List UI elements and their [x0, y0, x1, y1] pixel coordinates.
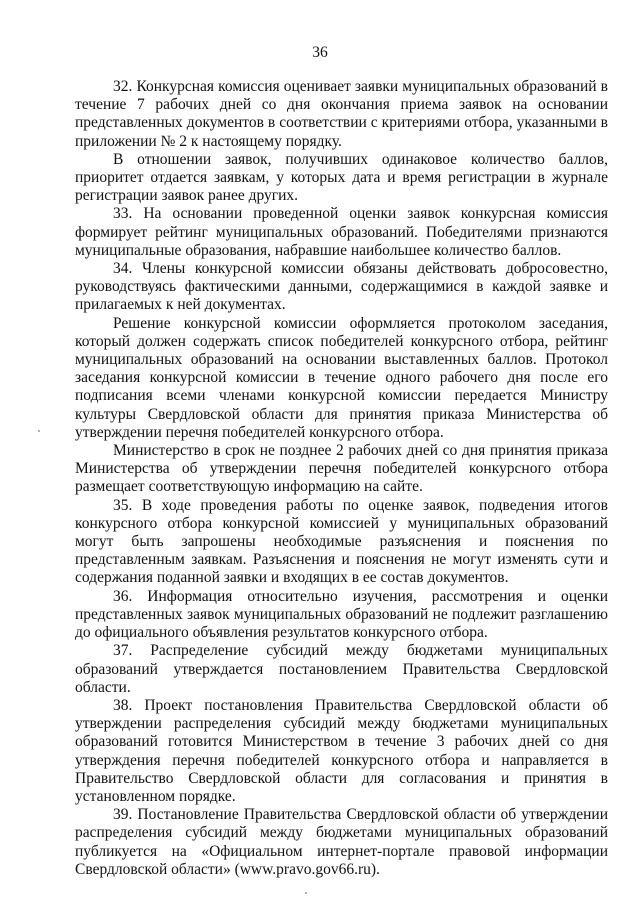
paragraph-33: 33. На основании проведенной оценки заявок конкурсная комиссия формирует рейтинг муниципальных образований. Победителями признаются муниципальные образования, набравшие наибольшее количество баллов.: [75, 205, 608, 259]
scan-speck: [38, 430, 40, 432]
paragraph-32-equal-scores: В отношении заявок, получивших одинаковое количество баллов, приоритет отдается заявкам, у которых дата и время регистрации в журнале регистрации заявок ранее других.: [75, 150, 608, 205]
paragraph-34: 34. Члены конкурсной комиссии обязаны действовать добросовестно, руководствуясь фактическими данными, содержащимися в каждой заявке и прилагаемых к ней документах.: [75, 260, 608, 314]
page-number: 36: [312, 44, 328, 61]
paragraph-34-protocol: Решение конкурсной комиссии оформляется протоколом заседания, который должен содержать список победителей конкурсного отбора, рейтинг муниципальных образований на основании выставленных баллов. Протокол заседания конкурсной комиссии в течение одного рабочего дня после его подписания всеми членами конкурсной комиссии передается Министру культуры Свердловской области для принятия приказа Министерства об утверждении перечня победителей конкурсного отбора.: [75, 314, 608, 441]
paragraph-37: 37. Распределение субсидий между бюджетами муниципальных образований утверждается постановлением Правительства Свердловской области.: [75, 642, 608, 696]
document-body: [75, 78, 608, 879]
paragraph-34-publication: Министерство в срок не позднее 2 рабочих дней со дня принятия приказа Министерства об утверждении перечня победителей конкурсного отбора размещает соответствующую информацию на сайте.: [75, 442, 608, 496]
paragraph-36: 36. Информация относительно изучения, рассмотрения и оценки представленных заявок муниципальных образований не подлежит разглашению до официального объявления результатов конкурсного отбора.: [75, 587, 608, 642]
scan-speck: [305, 892, 307, 894]
paragraph-35: 35. В ходе проведения работы по оценке заявок, подведения итогов конкурсного отбора конкурсной комиссией у муниципальных образований могут быть запрошены необходимые разъяснения и пояснения по представленным заявкам. Разъяснения и пояснения не могут изменять сути и содержания поданной заявки и входящих в ее состав документов.: [75, 496, 608, 587]
paragraph-32: 32. Конкурсная комиссия оценивает заявки муниципальных образований в течение 7 рабочих дней со дня окончания приема заявок на основании представленных документов в соответствии с критериями отбора, указанными в приложении № 2 к настоящему порядку.: [75, 78, 608, 150]
paragraph-38: 38. Проект постановления Правительства Свердловской области об утверждении распределения субсидий между бюджетами муниципальных образований готовится Министерством в течение 3 рабочих дней со дня утверждения перечня победителей конкурсного отбора и направляется в Правительство Свердловской области для согласования и принятия в установленном порядке.: [75, 696, 608, 805]
paragraph-39: 39. Постановление Правительства Свердловской области об утверждении распределения субсидий между бюджетами муниципальных образований публикуется на «Официальном интернет-портале правовой информации Свердловской области» (www.pravo.gov66.ru).: [75, 806, 608, 878]
